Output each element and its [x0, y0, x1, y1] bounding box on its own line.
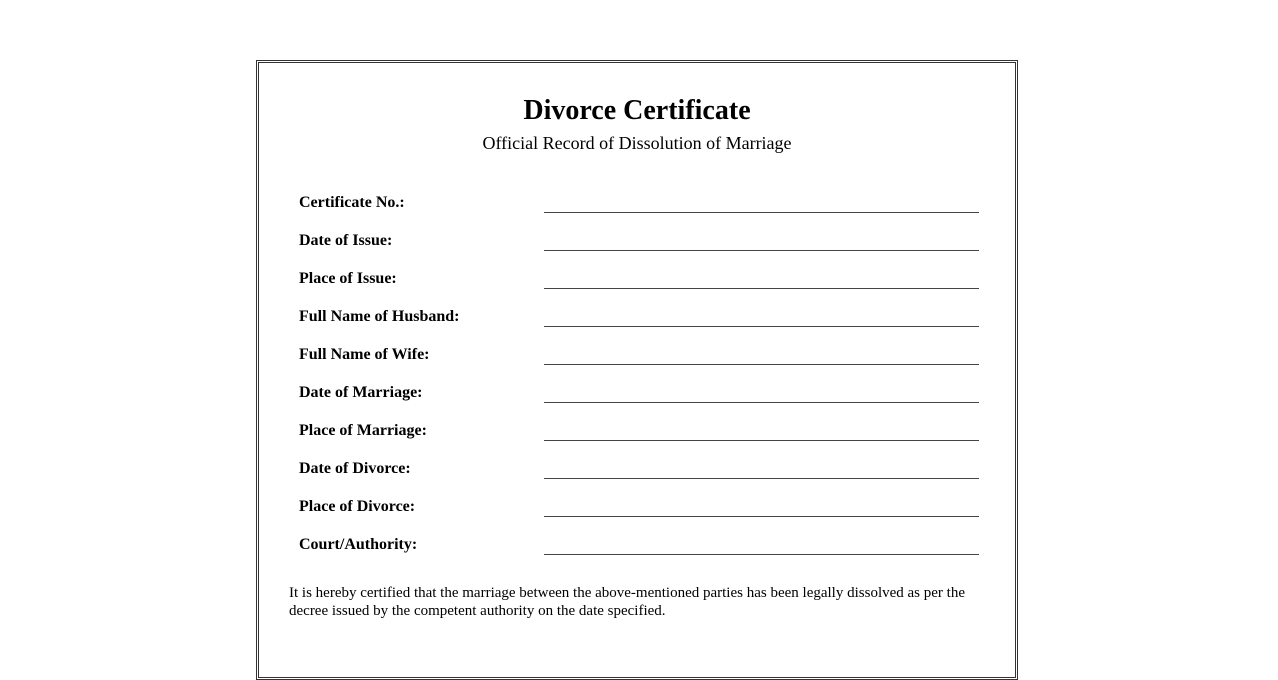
field-blank-line: [544, 440, 979, 441]
field-row-court-authority: [299, 529, 981, 567]
field-label: Place of Marriage:: [299, 422, 427, 439]
field-blank-line: [544, 402, 979, 403]
field-blank-line: [544, 288, 979, 289]
field-label: Date of Issue:: [299, 232, 393, 249]
field-blank-line: [544, 212, 979, 213]
field-label: Certificate No.:: [299, 194, 405, 211]
field-row-place-of-marriage: [299, 415, 981, 453]
certificate-subtitle: Official Record of Dissolution of Marriage: [482, 133, 792, 153]
field-blank-line: [544, 364, 979, 365]
field-row-place-of-issue: [299, 263, 981, 301]
field-row-date-of-issue: [299, 225, 981, 263]
field-label: Court/Authority:: [299, 536, 418, 553]
field-row-date-of-marriage: [299, 377, 981, 415]
field-blank-line: [544, 326, 979, 327]
field-blank-line: [544, 554, 979, 555]
certification-statement: It is hereby certified that the marriage between the above-mentioned parties has been legally dissolved as per the decree issued by the competent authority on the date specified.: [289, 585, 965, 619]
field-blank-line: [544, 516, 979, 517]
field-row-certificate-no: [299, 187, 981, 225]
certificate-fields: [299, 187, 981, 567]
field-row-wife-name: [299, 339, 981, 377]
field-label: Full Name of Wife:: [299, 346, 430, 363]
field-row-place-of-divorce: [299, 491, 981, 529]
field-label: Date of Divorce:: [299, 460, 411, 477]
field-label: Place of Divorce:: [299, 498, 416, 515]
field-label: Full Name of Husband:: [299, 308, 460, 325]
certificate-title: Divorce Certificate: [523, 95, 751, 126]
field-label: Place of Issue:: [299, 270, 397, 287]
certificate-frame: [256, 60, 1018, 680]
field-row-husband-name: [299, 301, 981, 339]
field-label: Date of Marriage:: [299, 384, 423, 401]
field-row-date-of-divorce: [299, 453, 981, 491]
field-blank-line: [544, 478, 979, 479]
field-blank-line: [544, 250, 979, 251]
